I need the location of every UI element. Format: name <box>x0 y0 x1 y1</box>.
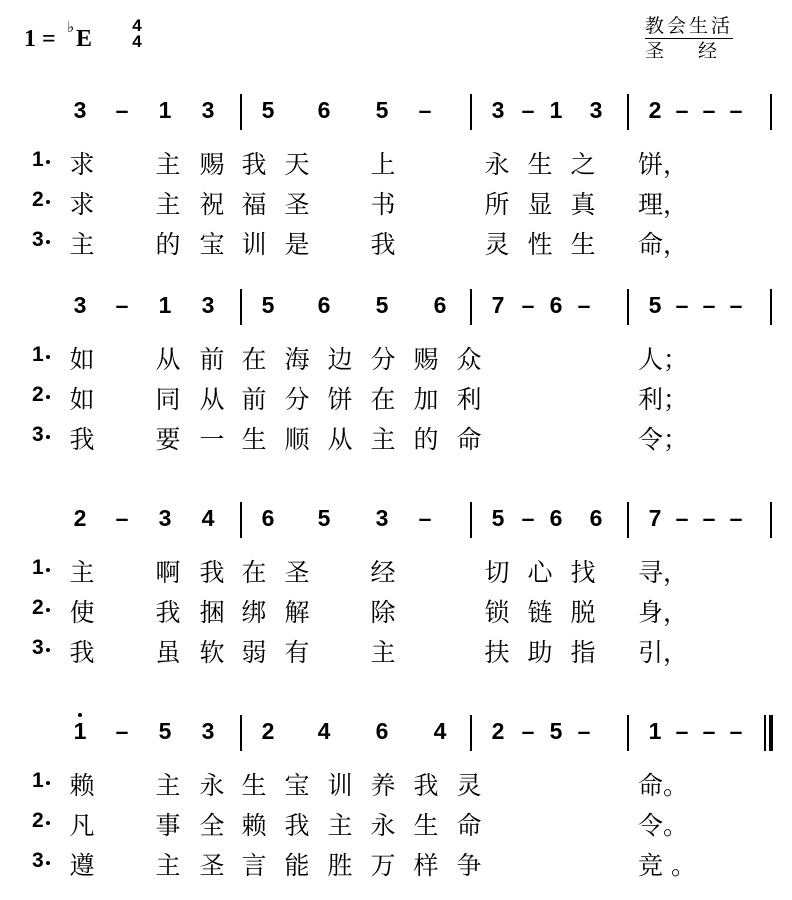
lyric-char: 万 <box>370 851 396 880</box>
lyric-char: 主 <box>69 558 95 587</box>
lyric-char: 如 <box>69 345 95 374</box>
lyric-char: 争 <box>456 851 482 880</box>
note: 3 <box>201 718 215 744</box>
lyric-char: 我 <box>284 811 310 840</box>
lyric-char: 训 <box>241 230 267 259</box>
verse-dot <box>46 608 50 612</box>
lyric-char: 养 <box>370 771 396 800</box>
lyric-char: 福 <box>241 190 267 219</box>
lyric-char: 主 <box>155 150 181 179</box>
barline <box>470 715 472 751</box>
lyric-char: 所 <box>484 190 510 219</box>
lyric-char: 上 <box>370 150 396 179</box>
lyric-char: 饼， <box>638 150 689 179</box>
lyric-char: 我 <box>69 638 95 667</box>
lyric-char: 凡 <box>69 811 95 840</box>
lyric-char: 主 <box>370 425 396 454</box>
verse-number: 3 <box>32 849 44 872</box>
lyric-char: 我 <box>241 150 267 179</box>
dash-note: – <box>675 292 689 318</box>
lyric-char: 灵 <box>456 771 482 800</box>
note: 7 <box>648 505 662 531</box>
key-prefix: 1 = <box>24 26 56 52</box>
lyric-char: 在 <box>370 385 396 414</box>
barline <box>627 715 629 751</box>
lyric-char: 赖 <box>69 771 95 800</box>
barline <box>470 502 472 538</box>
note: 4 <box>433 718 447 744</box>
dash-note: – <box>675 718 689 744</box>
lyric-char: 的 <box>413 425 439 454</box>
lyric-char: 训 <box>327 771 353 800</box>
note: 2 <box>73 505 87 531</box>
verse-dot <box>46 568 50 572</box>
lyric-char: 锁 <box>484 598 510 627</box>
lyric-char: 引， <box>638 638 689 667</box>
lyric-char: 圣 <box>284 558 310 587</box>
lyric-char: 啊 <box>155 558 181 587</box>
barline <box>240 502 242 538</box>
dash-note: – <box>577 292 591 318</box>
lyric-char: 命。 <box>638 771 689 800</box>
lyric-char: 饼 <box>327 385 353 414</box>
verse-dot <box>46 821 50 825</box>
lyric-char: 如 <box>69 385 95 414</box>
dash-note: – <box>115 292 129 318</box>
verse-dot <box>46 395 50 399</box>
lyric-char: 助 <box>527 638 553 667</box>
note: 6 <box>317 97 331 123</box>
lyric-char: 弱 <box>241 638 267 667</box>
lyric-char: 经 <box>370 558 396 587</box>
verse-number: 3 <box>32 636 44 659</box>
dash-note: – <box>418 97 432 123</box>
verse-number: 1 <box>32 343 44 366</box>
barline <box>627 289 629 325</box>
lyric-char: 样 <box>413 851 439 880</box>
lyric-char: 令。 <box>638 811 689 840</box>
time-signature <box>127 18 147 50</box>
lyric-char: 之 <box>570 150 596 179</box>
lyric-char: 在 <box>241 345 267 374</box>
verse-dot <box>46 200 50 204</box>
lyric-char: 书 <box>370 190 396 219</box>
lyric-char: 同 <box>155 385 181 414</box>
dash-note: – <box>702 97 716 123</box>
note: 5 <box>648 292 662 318</box>
lyric-char: 全 <box>199 811 225 840</box>
dash-note: – <box>115 505 129 531</box>
lyric-char: 心 <box>527 558 553 587</box>
lyric-char: 主 <box>155 190 181 219</box>
lyric-char: 圣 <box>284 190 310 219</box>
note: 6 <box>261 505 275 531</box>
note: 3 <box>158 505 172 531</box>
lyric-char: 绑 <box>241 598 267 627</box>
note: 1 <box>158 97 172 123</box>
lyric-char: 链 <box>527 598 553 627</box>
barline <box>770 502 772 538</box>
dash-note: – <box>521 505 535 531</box>
verse-number: 3 <box>32 228 44 251</box>
note: 5 <box>549 718 563 744</box>
lyric-char: 从 <box>155 345 181 374</box>
lyric-char: 我 <box>413 771 439 800</box>
note: 3 <box>589 97 603 123</box>
lyric-char: 主 <box>155 771 181 800</box>
lyric-char: 主 <box>370 638 396 667</box>
lyric-char: 赐 <box>413 345 439 374</box>
lyric-char: 生 <box>241 425 267 454</box>
lyric-char: 要 <box>155 425 181 454</box>
lyric-char: 除 <box>370 598 396 627</box>
lyric-char: 我 <box>155 598 181 627</box>
dash-note: – <box>675 97 689 123</box>
time-signature-bottom: 4 <box>132 32 142 51</box>
lyric-char: 我 <box>69 425 95 454</box>
dash-note: – <box>115 718 129 744</box>
verse-dot <box>46 861 50 865</box>
lyric-char: 求 <box>69 190 95 219</box>
note: 6 <box>375 718 389 744</box>
note: 5 <box>158 718 172 744</box>
dash-note: – <box>702 505 716 531</box>
lyric-char: 找 <box>570 558 596 587</box>
final-barline <box>769 715 773 751</box>
note: 5 <box>317 505 331 531</box>
dash-note: – <box>521 718 535 744</box>
note: 4 <box>201 505 215 531</box>
lyric-char: 令； <box>638 425 689 454</box>
lyric-char: 是 <box>284 230 310 259</box>
dash-note: – <box>729 718 743 744</box>
lyric-char: 有 <box>284 638 310 667</box>
dash-note: – <box>729 505 743 531</box>
note: 5 <box>261 292 275 318</box>
barline <box>470 289 472 325</box>
verse-number: 1 <box>32 769 44 792</box>
lyric-char: 生 <box>570 230 596 259</box>
note: 1 <box>648 718 662 744</box>
verse-number: 2 <box>32 809 44 832</box>
dash-note: – <box>702 718 716 744</box>
lyric-char: 求 <box>69 150 95 179</box>
lyric-char: 言 <box>241 851 267 880</box>
note: 3 <box>491 97 505 123</box>
note: 6 <box>317 292 331 318</box>
lyric-char: 天 <box>284 150 310 179</box>
lyric-char: 永 <box>199 771 225 800</box>
note: 3 <box>201 292 215 318</box>
lyric-char: 身， <box>638 598 689 627</box>
dash-note: – <box>702 292 716 318</box>
note: 1 <box>158 292 172 318</box>
note: 1 <box>73 718 87 744</box>
credit-source: 圣 经 <box>645 40 732 62</box>
lyric-char: 永 <box>370 811 396 840</box>
verse-dot <box>46 160 50 164</box>
note: 7 <box>491 292 505 318</box>
credit-lyrics: 教会生活 <box>645 15 734 37</box>
lyric-char: 人； <box>638 345 689 374</box>
lyric-char: 主 <box>69 230 95 259</box>
lyric-char: 主 <box>327 811 353 840</box>
lyric-char: 性 <box>527 230 553 259</box>
key-letter: E <box>76 26 93 52</box>
verse-dot <box>46 781 50 785</box>
time-signature-top: 4 <box>132 16 142 35</box>
lyric-char: 使 <box>69 598 95 627</box>
verse-dot <box>46 240 50 244</box>
note: 5 <box>375 97 389 123</box>
note: 6 <box>549 505 563 531</box>
lyric-char: 顺 <box>284 425 310 454</box>
barline <box>770 289 772 325</box>
note: 3 <box>375 505 389 531</box>
lyric-char: 利； <box>638 385 689 414</box>
note: 4 <box>317 718 331 744</box>
dash-note: – <box>418 505 432 531</box>
note: 1 <box>549 97 563 123</box>
dash-note: – <box>729 97 743 123</box>
lyric-char: 海 <box>284 345 310 374</box>
lyric-char: 遵 <box>69 851 95 880</box>
lyric-char: 生 <box>241 771 267 800</box>
lyric-char: 永 <box>484 150 510 179</box>
note: 3 <box>73 97 87 123</box>
lyric-char: 从 <box>199 385 225 414</box>
verse-number: 2 <box>32 596 44 619</box>
lyric-char: 指 <box>570 638 596 667</box>
note: 2 <box>648 97 662 123</box>
lyric-char: 命 <box>456 811 482 840</box>
note: 6 <box>589 505 603 531</box>
dash-note: – <box>675 505 689 531</box>
lyric-char: 生 <box>527 150 553 179</box>
lyric-char: 祝 <box>199 190 225 219</box>
lyric-char: 宝 <box>199 230 225 259</box>
barline <box>627 94 629 130</box>
lyric-char: 分 <box>284 385 310 414</box>
lyric-char: 从 <box>327 425 353 454</box>
lyric-char: 主 <box>155 851 181 880</box>
barline <box>627 502 629 538</box>
dash-note: – <box>729 292 743 318</box>
lyric-char: 众 <box>456 345 482 374</box>
note: 6 <box>549 292 563 318</box>
barline <box>240 94 242 130</box>
lyric-char: 前 <box>241 385 267 414</box>
barline <box>470 94 472 130</box>
note: 2 <box>261 718 275 744</box>
lyric-char: 分 <box>370 345 396 374</box>
lyric-char: 虽 <box>155 638 181 667</box>
lyric-char: 我 <box>199 558 225 587</box>
dash-note: – <box>521 97 535 123</box>
lyric-char: 的 <box>155 230 181 259</box>
verse-number: 2 <box>32 188 44 211</box>
lyric-char: 事 <box>155 811 181 840</box>
note: 5 <box>491 505 505 531</box>
lyric-char: 显 <box>527 190 553 219</box>
lyric-char: 生 <box>413 811 439 840</box>
lyric-char: 软 <box>199 638 225 667</box>
lyric-char: 赐 <box>199 150 225 179</box>
barline <box>770 94 772 130</box>
note: 5 <box>375 292 389 318</box>
lyric-char: 灵 <box>484 230 510 259</box>
lyric-char: 边 <box>327 345 353 374</box>
dash-note: – <box>521 292 535 318</box>
barline <box>240 289 242 325</box>
lyric-char: 寻， <box>638 558 689 587</box>
lyric-char: 赖 <box>241 811 267 840</box>
verse-number: 1 <box>32 556 44 579</box>
verse-number: 3 <box>32 423 44 446</box>
dash-note: – <box>577 718 591 744</box>
lyric-char: 解 <box>284 598 310 627</box>
lyric-char: 加 <box>413 385 439 414</box>
lyric-char: 脱 <box>570 598 596 627</box>
note: 6 <box>433 292 447 318</box>
lyric-char: 在 <box>241 558 267 587</box>
note: 2 <box>491 718 505 744</box>
barline <box>240 715 242 751</box>
verse-dot <box>46 355 50 359</box>
lyric-char: 宝 <box>284 771 310 800</box>
barline <box>764 715 766 751</box>
lyric-char: 命 <box>456 425 482 454</box>
verse-number: 2 <box>32 383 44 406</box>
dash-note: – <box>115 97 129 123</box>
note: 3 <box>201 97 215 123</box>
note: 3 <box>73 292 87 318</box>
verse-dot <box>46 648 50 652</box>
lyric-char: 切 <box>484 558 510 587</box>
verse-dot <box>46 435 50 439</box>
lyric-char: 能 <box>284 851 310 880</box>
lyric-char: 我 <box>370 230 396 259</box>
lyric-char: 一 <box>199 425 225 454</box>
lyric-char: 胜 <box>327 851 353 880</box>
lyric-char: 捆 <box>199 598 225 627</box>
lyric-char: 命， <box>638 230 689 259</box>
octave-dot <box>78 713 82 717</box>
verse-number: 1 <box>32 148 44 171</box>
lyric-char: 竞 。 <box>638 851 696 880</box>
lyric-char: 利 <box>456 385 482 414</box>
note: 5 <box>261 97 275 123</box>
lyric-char: 圣 <box>199 851 225 880</box>
lyric-char: 真 <box>570 190 596 219</box>
flat-symbol: ♭ <box>67 18 75 36</box>
lyric-char: 理， <box>638 190 689 219</box>
lyric-char: 扶 <box>484 638 510 667</box>
lyric-char: 前 <box>199 345 225 374</box>
